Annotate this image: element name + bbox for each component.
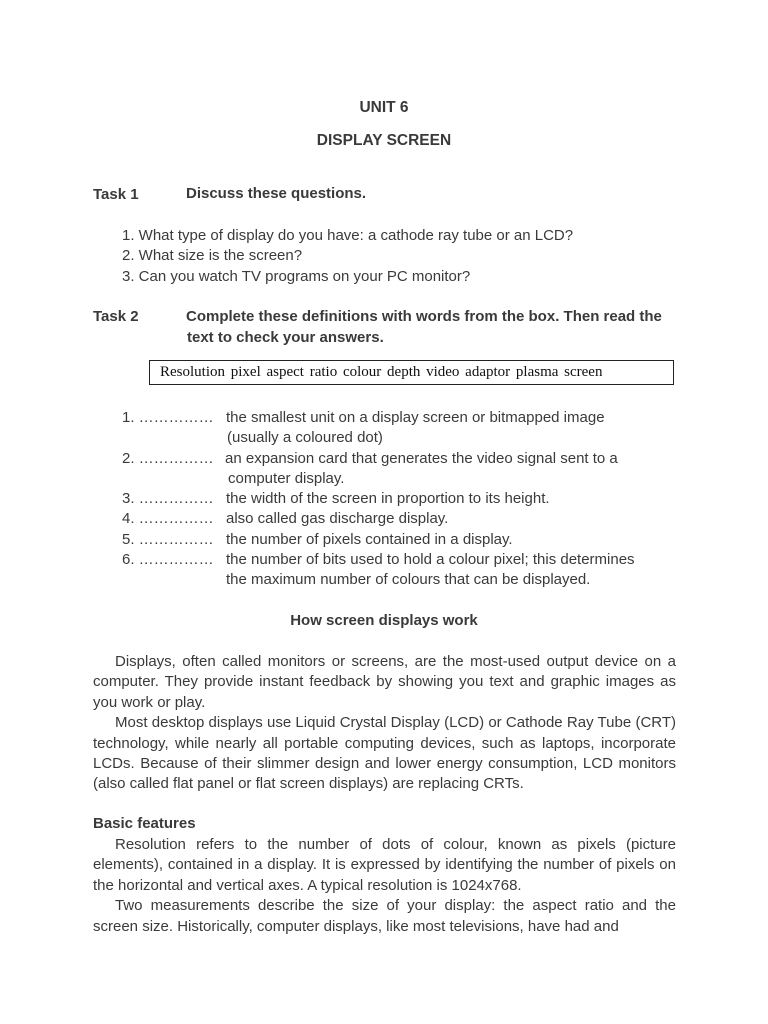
paragraph: Displays, often called monitors or screens, are the most-used output device on a computer. They provide instant feedback by showing you text and graphic images as you work or play. [93,653,676,711]
paragraph: Most desktop displays use Liquid Crystal Display (LCD) or Cathode Ray Tube (CRT) technology, while nearly all portable computing devices, such as laptops, incorporate LCDs. Because of their slimmer design and lower energy consumption, LCD monitors (also called flat panel or flat screen displays) are replacing CRTs. [93,714,676,793]
question-item: 3. Can you watch TV programs on your PC monitor? [122,268,471,285]
task2-instruction-line1: Complete these definitions with words from the box. Then read the [186,308,662,325]
reading-text-intro [93,652,676,795]
definition-number: 3. …………… [122,490,214,507]
unit-title: UNIT 6 [359,99,409,116]
definition-text: computer display. [228,470,345,487]
paragraph: Two measurements describe the size of your display: the aspect ratio and the screen size. Historically, computer displays, like most televisions, have had and [93,897,676,935]
question-item: 1. What type of display do you have: a cathode ray tube or an LCD? [122,227,574,244]
basic-features-heading: Basic features [93,815,196,832]
definition-text: an expansion card that generates the video signal sent to a [225,450,618,467]
definition-number: 1. …………… [122,409,214,426]
page-title: DISPLAY SCREEN [316,132,452,149]
task2-label: Task 2 [93,308,139,325]
definition-number: 5. …………… [122,531,214,548]
definition-text: the maximum number of colours that can be displayed. [226,571,591,588]
paragraph: Resolution refers to the number of dots of colour, known as pixels (picture elements), contained in a display. It is expressed by identifying the number of pixels on the horizontal and vertical axes. A typical resolution is 1024x768. [93,836,676,894]
definition-text: the number of pixels contained in a display. [226,531,513,548]
definition-text: the number of bits used to hold a colour pixel; this determines [226,551,635,568]
task1-label: Task 1 [93,186,139,203]
reading-text-features [93,835,676,937]
definition-number: 2. …………… [122,450,214,467]
word-box-text: Resolution pixel aspect ratio colour depth video adaptor plasma screen [160,364,603,380]
definition-text: also called gas discharge display. [226,510,449,527]
definition-number: 4. …………… [122,510,214,527]
question-item: 2. What size is the screen? [122,247,303,264]
word-box [149,360,674,385]
task1-instruction: Discuss these questions. [186,185,367,202]
definition-number: 6. …………… [122,551,214,568]
definition-text: the smallest unit on a display screen or bitmapped image [226,409,605,426]
definition-text: the width of the screen in proportion to its height. [226,490,550,507]
reading-heading: How screen displays work [290,612,478,629]
task2-instruction-line2: text to check your answers. [187,329,384,346]
definition-text: (usually a coloured dot) [227,429,383,446]
